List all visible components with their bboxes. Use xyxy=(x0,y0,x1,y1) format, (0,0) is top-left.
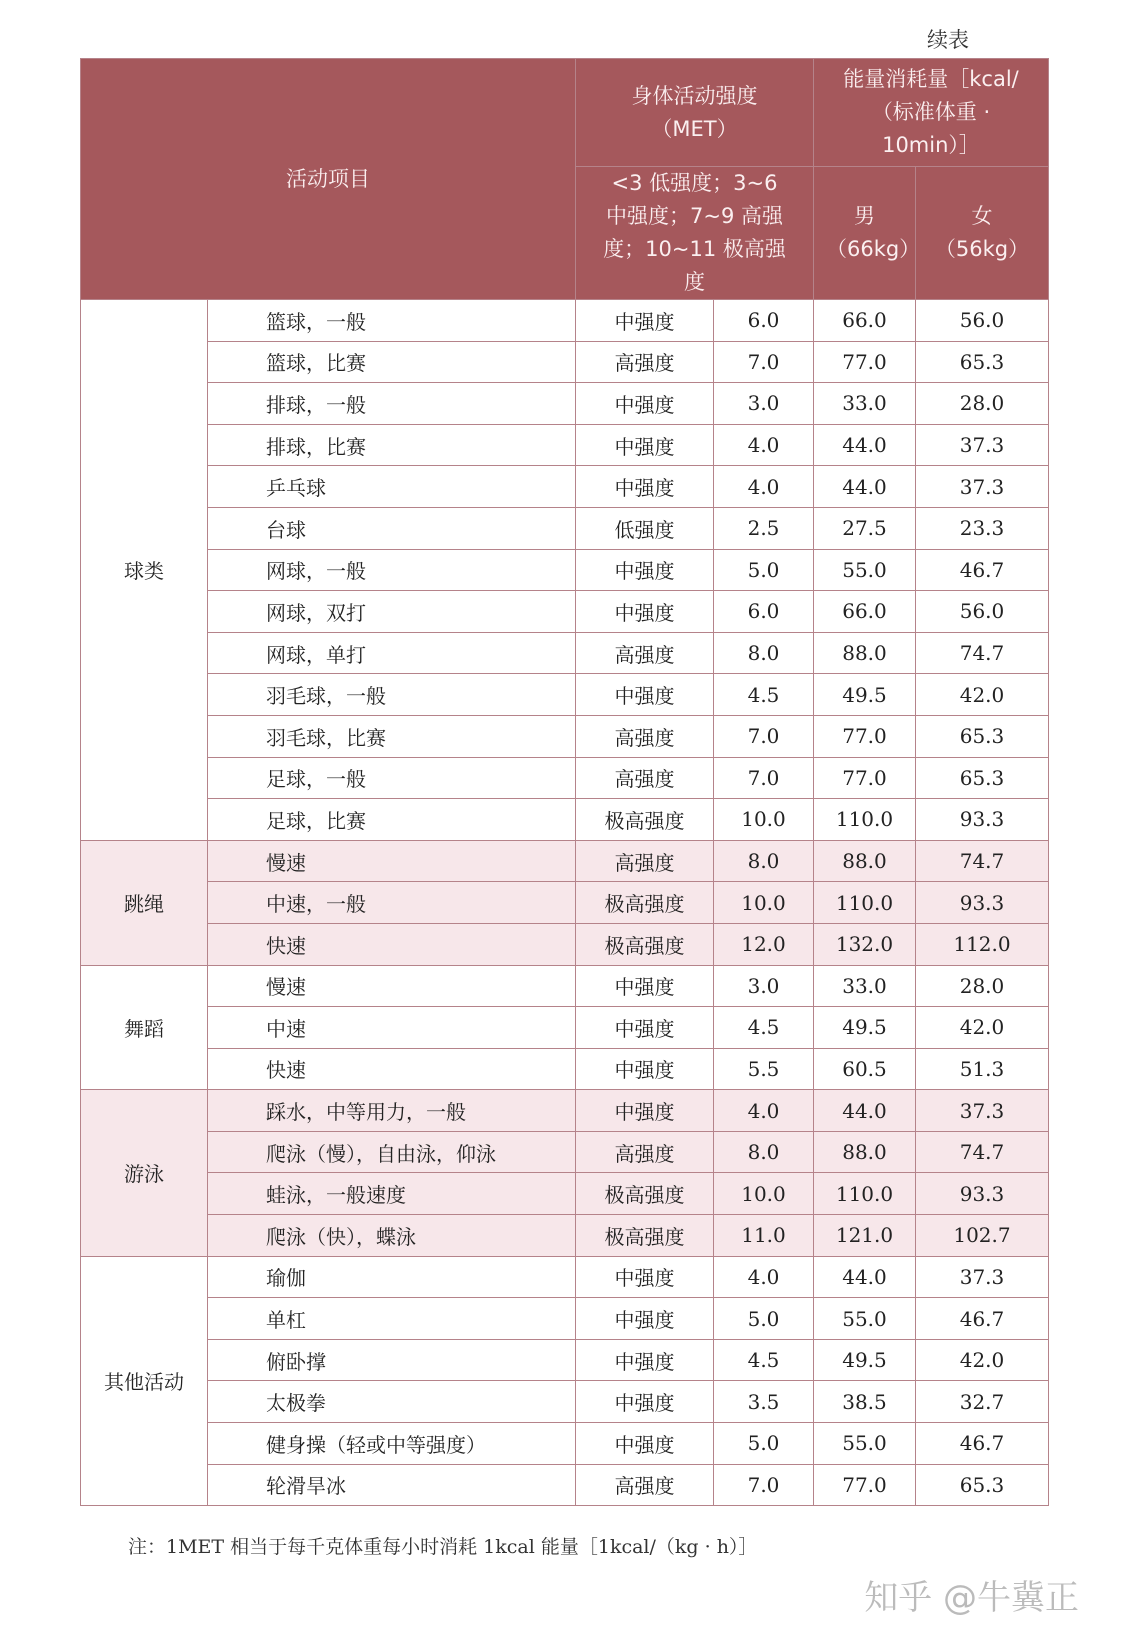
level-cell: 中强度 xyxy=(576,1256,714,1298)
female-energy-cell: 65.3 xyxy=(916,757,1049,799)
female-energy-cell: 74.7 xyxy=(916,632,1049,674)
table-row xyxy=(81,840,1049,882)
activity-cell: 慢速 xyxy=(208,965,576,1007)
level-cell: 高强度 xyxy=(576,632,714,674)
table-row xyxy=(81,591,1049,633)
activity-cell: 网球，双打 xyxy=(208,591,576,633)
met-cell: 5.0 xyxy=(714,1298,814,1340)
female-energy-cell: 42.0 xyxy=(916,674,1049,716)
male-energy-cell: 55.0 xyxy=(814,1298,916,1340)
met-cell: 4.0 xyxy=(714,466,814,508)
table-row xyxy=(81,1256,1049,1298)
level-cell: 中强度 xyxy=(576,1339,714,1381)
male-energy-cell: 44.0 xyxy=(814,1090,916,1132)
table-row xyxy=(81,1048,1049,1090)
watermark: 知乎 @牛冀正 xyxy=(864,1578,1079,1618)
female-energy-cell: 65.3 xyxy=(916,715,1049,757)
met-cell: 5.5 xyxy=(714,1048,814,1090)
table-row xyxy=(81,466,1049,508)
table-row xyxy=(81,674,1049,716)
female-energy-cell: 28.0 xyxy=(916,965,1049,1007)
table-row xyxy=(81,757,1049,799)
met-cell: 4.5 xyxy=(714,1339,814,1381)
met-cell: 8.0 xyxy=(714,632,814,674)
female-energy-cell: 23.3 xyxy=(916,507,1049,549)
activity-cell: 中速 xyxy=(208,1007,576,1049)
met-cell: 6.0 xyxy=(714,591,814,633)
table-row xyxy=(81,1215,1049,1257)
male-energy-cell: 77.0 xyxy=(814,341,916,383)
met-cell: 4.0 xyxy=(714,1256,814,1298)
met-cell: 7.0 xyxy=(714,715,814,757)
female-energy-cell: 37.3 xyxy=(916,424,1049,466)
female-energy-cell: 65.3 xyxy=(916,1464,1049,1506)
male-energy-cell: 55.0 xyxy=(814,549,916,591)
header-female: 女（56kg） xyxy=(916,167,1049,300)
level-cell: 高强度 xyxy=(576,715,714,757)
activity-cell: 踩水，中等用力，一般 xyxy=(208,1090,576,1132)
activity-cell: 太极拳 xyxy=(208,1381,576,1423)
level-cell: 中强度 xyxy=(576,1298,714,1340)
table-row xyxy=(81,1173,1049,1215)
activity-cell: 慢速 xyxy=(208,840,576,882)
activity-cell: 俯卧撑 xyxy=(208,1339,576,1381)
level-cell: 中强度 xyxy=(576,1048,714,1090)
met-cell: 7.0 xyxy=(714,341,814,383)
level-cell: 极高强度 xyxy=(576,923,714,965)
level-cell: 中强度 xyxy=(576,1423,714,1465)
table-row xyxy=(81,965,1049,1007)
activity-cell: 网球，单打 xyxy=(208,632,576,674)
table-row xyxy=(81,882,1049,924)
male-energy-cell: 49.5 xyxy=(814,1339,916,1381)
met-cell: 12.0 xyxy=(714,923,814,965)
level-cell: 高强度 xyxy=(576,1131,714,1173)
female-energy-cell: 74.7 xyxy=(916,840,1049,882)
male-energy-cell: 88.0 xyxy=(814,840,916,882)
table-row xyxy=(81,424,1049,466)
category-cell: 游泳 xyxy=(81,1090,208,1256)
met-cell: 4.0 xyxy=(714,424,814,466)
male-energy-cell: 49.5 xyxy=(814,674,916,716)
male-energy-cell: 44.0 xyxy=(814,424,916,466)
category-cell: 跳绳 xyxy=(81,840,208,965)
female-energy-cell: 42.0 xyxy=(916,1007,1049,1049)
met-cell: 8.0 xyxy=(714,1131,814,1173)
activity-cell: 网球，一般 xyxy=(208,549,576,591)
continued-label: 续表 xyxy=(927,28,969,52)
level-cell: 中强度 xyxy=(576,965,714,1007)
table-row xyxy=(81,341,1049,383)
table-row xyxy=(81,1131,1049,1173)
table-row xyxy=(81,1090,1049,1132)
level-cell: 中强度 xyxy=(576,1381,714,1423)
activity-cell: 足球，比赛 xyxy=(208,799,576,841)
header-met-desc: <3 低强度；3~6 中强度；7~9 高强度；10~11 极高强度 xyxy=(576,167,814,300)
female-energy-cell: 46.7 xyxy=(916,1298,1049,1340)
activity-cell: 快速 xyxy=(208,1048,576,1090)
male-energy-cell: 33.0 xyxy=(814,383,916,425)
female-energy-cell: 65.3 xyxy=(916,341,1049,383)
male-energy-cell: 110.0 xyxy=(814,882,916,924)
activity-cell: 排球，一般 xyxy=(208,383,576,425)
met-cell: 3.0 xyxy=(714,383,814,425)
met-energy-table xyxy=(80,58,1049,1506)
female-energy-cell: 32.7 xyxy=(916,1381,1049,1423)
level-cell: 中强度 xyxy=(576,424,714,466)
male-energy-cell: 66.0 xyxy=(814,300,916,342)
activity-cell: 台球 xyxy=(208,507,576,549)
header-met-title: 身体活动强度（MET） xyxy=(576,59,814,167)
activity-cell: 羽毛球，比赛 xyxy=(208,715,576,757)
male-energy-cell: 38.5 xyxy=(814,1381,916,1423)
male-energy-cell: 110.0 xyxy=(814,799,916,841)
female-energy-cell: 102.7 xyxy=(916,1215,1049,1257)
female-energy-cell: 51.3 xyxy=(916,1048,1049,1090)
footnote: 注：1MET 相当于每千克体重每小时消耗 1kcal 能量［1kcal/（kg · h）］ xyxy=(128,1536,758,1558)
male-energy-cell: 88.0 xyxy=(814,1131,916,1173)
level-cell: 高强度 xyxy=(576,341,714,383)
table-row xyxy=(81,1464,1049,1506)
female-energy-cell: 28.0 xyxy=(916,383,1049,425)
category-cell: 球类 xyxy=(81,300,208,841)
activity-cell: 乒乓球 xyxy=(208,466,576,508)
level-cell: 中强度 xyxy=(576,300,714,342)
male-energy-cell: 110.0 xyxy=(814,1173,916,1215)
table-row xyxy=(81,1381,1049,1423)
level-cell: 高强度 xyxy=(576,840,714,882)
table-row xyxy=(81,383,1049,425)
activity-cell: 健身操（轻或中等强度） xyxy=(208,1423,576,1465)
met-cell: 5.0 xyxy=(714,549,814,591)
table-row xyxy=(81,507,1049,549)
female-energy-cell: 93.3 xyxy=(916,882,1049,924)
level-cell: 中强度 xyxy=(576,549,714,591)
female-energy-cell: 37.3 xyxy=(916,466,1049,508)
male-energy-cell: 55.0 xyxy=(814,1423,916,1465)
activity-cell: 中速，一般 xyxy=(208,882,576,924)
female-energy-cell: 112.0 xyxy=(916,923,1049,965)
header-activity: 活动项目 xyxy=(81,59,576,300)
female-energy-cell: 46.7 xyxy=(916,549,1049,591)
met-cell: 4.5 xyxy=(714,1007,814,1049)
met-cell: 6.0 xyxy=(714,300,814,342)
met-cell: 3.0 xyxy=(714,965,814,1007)
met-cell: 4.0 xyxy=(714,1090,814,1132)
male-energy-cell: 77.0 xyxy=(814,1464,916,1506)
met-cell: 2.5 xyxy=(714,507,814,549)
female-energy-cell: 74.7 xyxy=(916,1131,1049,1173)
met-cell: 7.0 xyxy=(714,757,814,799)
level-cell: 中强度 xyxy=(576,591,714,633)
female-energy-cell: 37.3 xyxy=(916,1256,1049,1298)
table-row xyxy=(81,799,1049,841)
male-energy-cell: 121.0 xyxy=(814,1215,916,1257)
activity-cell: 蛙泳，一般速度 xyxy=(208,1173,576,1215)
male-energy-cell: 132.0 xyxy=(814,923,916,965)
level-cell: 中强度 xyxy=(576,466,714,508)
male-energy-cell: 44.0 xyxy=(814,1256,916,1298)
table-row xyxy=(81,923,1049,965)
table-row xyxy=(81,1423,1049,1465)
level-cell: 中强度 xyxy=(576,1090,714,1132)
met-cell: 10.0 xyxy=(714,882,814,924)
male-energy-cell: 77.0 xyxy=(814,757,916,799)
activity-cell: 轮滑旱冰 xyxy=(208,1464,576,1506)
met-cell: 8.0 xyxy=(714,840,814,882)
met-cell: 3.5 xyxy=(714,1381,814,1423)
male-energy-cell: 66.0 xyxy=(814,591,916,633)
table-row xyxy=(81,1339,1049,1381)
female-energy-cell: 93.3 xyxy=(916,799,1049,841)
activity-cell: 单杠 xyxy=(208,1298,576,1340)
table-body xyxy=(81,300,1049,1506)
level-cell: 极高强度 xyxy=(576,1173,714,1215)
level-cell: 极高强度 xyxy=(576,1215,714,1257)
activity-cell: 篮球，一般 xyxy=(208,300,576,342)
male-energy-cell: 88.0 xyxy=(814,632,916,674)
met-cell: 5.0 xyxy=(714,1423,814,1465)
table-row xyxy=(81,549,1049,591)
header-energy-title: 能量消耗量［kcal/（标准体重 · 10min）］ xyxy=(814,59,1049,167)
level-cell: 中强度 xyxy=(576,674,714,716)
met-cell: 10.0 xyxy=(714,799,814,841)
level-cell: 中强度 xyxy=(576,383,714,425)
female-energy-cell: 93.3 xyxy=(916,1173,1049,1215)
level-cell: 极高强度 xyxy=(576,882,714,924)
activity-cell: 足球，一般 xyxy=(208,757,576,799)
male-energy-cell: 49.5 xyxy=(814,1007,916,1049)
met-cell: 7.0 xyxy=(714,1464,814,1506)
table-row xyxy=(81,632,1049,674)
met-cell: 11.0 xyxy=(714,1215,814,1257)
activity-cell: 快速 xyxy=(208,923,576,965)
activity-cell: 爬泳（慢），自由泳，仰泳 xyxy=(208,1131,576,1173)
level-cell: 中强度 xyxy=(576,1007,714,1049)
level-cell: 极高强度 xyxy=(576,799,714,841)
male-energy-cell: 44.0 xyxy=(814,466,916,508)
table-row xyxy=(81,715,1049,757)
activity-cell: 爬泳（快），蝶泳 xyxy=(208,1215,576,1257)
male-energy-cell: 27.5 xyxy=(814,507,916,549)
female-energy-cell: 46.7 xyxy=(916,1423,1049,1465)
female-energy-cell: 56.0 xyxy=(916,300,1049,342)
category-cell: 舞蹈 xyxy=(81,965,208,1090)
met-cell: 4.5 xyxy=(714,674,814,716)
category-cell: 其他活动 xyxy=(81,1256,208,1506)
activity-cell: 瑜伽 xyxy=(208,1256,576,1298)
table-row xyxy=(81,300,1049,342)
table-row xyxy=(81,1007,1049,1049)
female-energy-cell: 37.3 xyxy=(916,1090,1049,1132)
activity-cell: 羽毛球，一般 xyxy=(208,674,576,716)
male-energy-cell: 60.5 xyxy=(814,1048,916,1090)
level-cell: 高强度 xyxy=(576,1464,714,1506)
header-male: 男（66kg） xyxy=(814,167,916,300)
level-cell: 低强度 xyxy=(576,507,714,549)
male-energy-cell: 33.0 xyxy=(814,965,916,1007)
met-cell: 10.0 xyxy=(714,1173,814,1215)
female-energy-cell: 56.0 xyxy=(916,591,1049,633)
male-energy-cell: 77.0 xyxy=(814,715,916,757)
table-row xyxy=(81,1298,1049,1340)
level-cell: 高强度 xyxy=(576,757,714,799)
activity-cell: 排球，比赛 xyxy=(208,424,576,466)
activity-cell: 篮球，比赛 xyxy=(208,341,576,383)
female-energy-cell: 42.0 xyxy=(916,1339,1049,1381)
